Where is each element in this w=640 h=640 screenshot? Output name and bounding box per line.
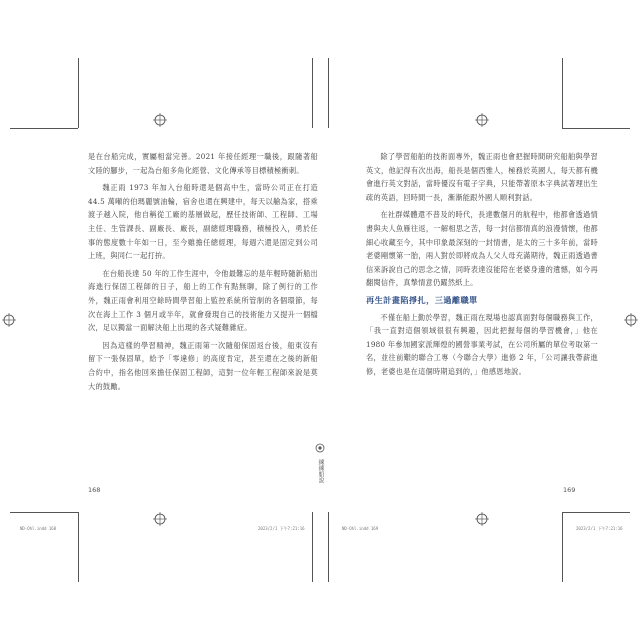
left-page-body <box>88 150 318 397</box>
registration-mark <box>624 313 638 327</box>
crop-mark <box>312 58 313 128</box>
crop-mark <box>312 512 313 582</box>
registration-mark <box>475 113 489 127</box>
registration-mark <box>2 313 16 327</box>
crop-mark <box>562 58 563 128</box>
crop-mark <box>562 512 563 582</box>
slug-right-date: 2023/2/1 下午7:21:16 <box>576 526 623 531</box>
paragraph: 在台船長達 50 年的工作生涯中，令他最難忘的是年輕時隨新船出海進行保固工程師的日子，船上的工作有點無聊，除了例行的工作外，魏正雨會利用空餘時間學習船上監控系統所管制的各個環節，每次在海上工作 3 個月或半年，就會發現自己的技術能力又提升一個檔次，足以獨當一面解決船上出現的各式疑難雜症。 <box>88 268 318 333</box>
registration-mark <box>475 512 489 526</box>
crop-mark <box>328 58 329 128</box>
paragraph: 在社群媒體還不普及的時代，長達數個月的航程中，他都會透過情書與夫人魚雁往返，一解相思之苦，每一封信都情真的浪漫情懷，他都細心收藏至今，其中印象最深刻的一封情書，是太的三十多年前，當時老婆剛懷第一胎，兩人對於即將成為人父人母充滿期待，魏正雨透過書信來訴說自己的思念之情，同時表達沒能陪在老婆身邊的遺憾，如今再翻閱信件，真摯情意仍躍然紙上。 <box>366 210 598 288</box>
right-page-body <box>366 150 598 383</box>
crop-mark <box>78 58 79 128</box>
section-heading: 再生計畫陷掙扎，三過離職單 <box>366 294 478 305</box>
paragraph: 除了學習船舶的技術面專外，魏正雨也會把握時間研究船舶與學習英文，他記得有次出海，船長是個西雅人，極務於英國人，每天都有機會進行英文對話，當時優沒有電子字典，只能帶著原本字典試著理出生疏的英語，回時間一長，漸漸能跟外國人順利對話。 <box>366 152 598 202</box>
crop-mark <box>328 512 329 582</box>
crop-mark <box>78 512 79 582</box>
paragraph: 因為這樣的學習精神，魏正雨第一次隨船保固返台後，船東沒有留下一張保固單，給予「零違修」的高度肯定，甚至還在之後的新船合約中，指名他回來擔任保固工程師，這對一位年輕工程師來說是莫大的鼓勵。 <box>88 340 318 391</box>
crop-mark <box>562 128 630 129</box>
crop-mark <box>10 128 78 129</box>
page-number-left: 168 <box>88 486 101 494</box>
page-number-right: 169 <box>563 486 576 494</box>
crop-mark <box>10 512 78 513</box>
crop-mark <box>562 512 630 513</box>
emblem-icon <box>315 443 325 453</box>
slug-right-file: ND-Ohl.indd 169 <box>342 526 379 531</box>
registration-mark <box>153 113 167 127</box>
paragraph: 魏正雨 1973 年加入台船時還是個高中生，當時公司正在打造 44.5 萬噸的伯瑪麗號油輪，宿舍也還在興建中，每天以艙為家，搭乘渡子越入院，他自稱從工廠的基層做起，歷任技術師、工程師、工場主任、生管課長、副廠長、廠長，副總經理職務，積極投入，勇於任事的態度數十年如一日，至今雖擔任總經理，每週六還是固定到公司上班，與同仁一起打拚。 <box>88 183 318 261</box>
paragraph: 不僅在船上勤於學習，魏正雨在現場也認真面對每個職務與工作，「我一直對這個領域很很有興趣，因此把握每個的學習機會，」他在 1980 年參加國家派輝煌的國營事業考試，在公司所屬的單位考取第一名，並往前艱的聯合工專（今聯合大學）進修 2 年，「公司讓我帶薪進修，老婆也是在這個時期追到的，」他感恩地說。 <box>366 312 598 376</box>
spine-label: 練練船說 <box>317 459 324 483</box>
registration-mark <box>153 512 167 526</box>
slug-left-date: 2023/2/1 下午7:21:16 <box>258 526 305 531</box>
slug-left-file: ND-Ohl.indd 168 <box>20 526 57 531</box>
spine-mark <box>312 438 328 483</box>
paragraph: 是在台船完成，實屬相當完善。2021 年接任經理一職後，跟隨著船文陸的腳步，一起為台船多角化經營、文化傳承等目標積極衝刺。 <box>88 152 318 175</box>
